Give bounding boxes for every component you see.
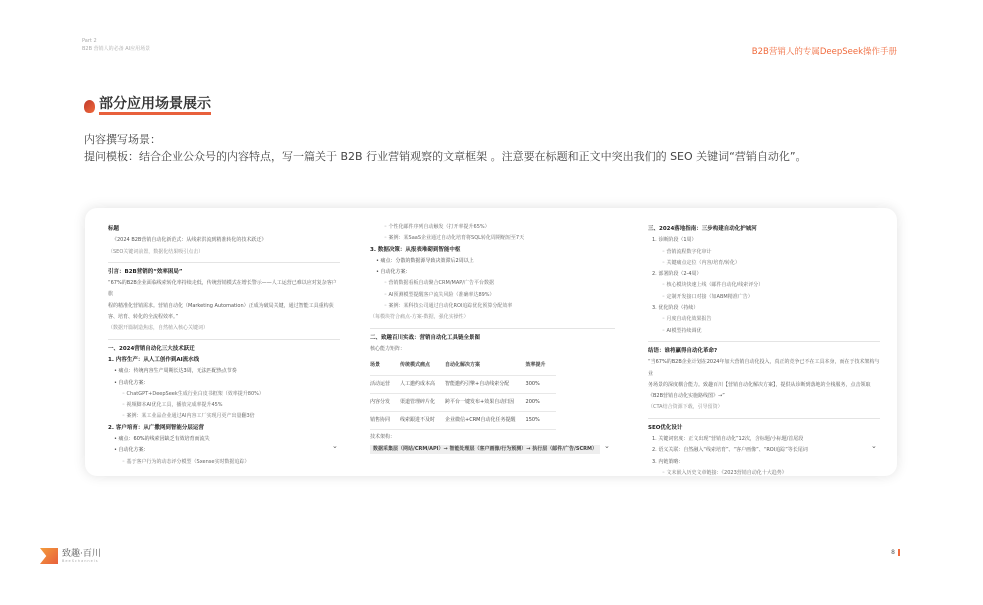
sub-bullet-item: ◦ 核心模块快速上线（邮件自动化/线索评分） — [648, 280, 880, 291]
ordered-item: 3. 内链策略： — [652, 458, 684, 465]
table-cell: 企业微信+CRM自动化任务提醒 — [445, 412, 525, 430]
paragraph-line: 核心能力矩阵： — [370, 345, 406, 352]
logo-subtext: BeeSchannels — [62, 558, 99, 563]
table-header: 传统模式痛点 — [400, 357, 445, 375]
architecture-code: 数据采集层（网站/CRM/API）→ 智能处理层（客户画像/行为预测）→ 执行层（邮件/广告/SCRM） — [370, 445, 600, 454]
divider — [108, 262, 340, 263]
sub-bullet-item: ◦ ChatGPT+DeepSeek生成行业白皮书框架（效率提升80%） — [108, 389, 340, 400]
chevron-down-icon[interactable]: ⌄ — [604, 442, 610, 450]
heading: 标题 — [108, 226, 120, 232]
table-cell: 内容分发 — [370, 393, 400, 411]
table-cell: 200% — [526, 393, 556, 411]
manual-title: B2B营销人的专属DeepSeek操作手册 — [751, 47, 897, 57]
paragraph-line: 客、培育、转化的全流程效率。” — [108, 314, 179, 321]
sub-bullet-item: ◦ 视频脚本AI优化工具，播放完成率提升45% — [108, 400, 340, 411]
sub-bullet-item: ◦ 案例：某SaaS企业通过自动化培育将SQL转化周期缩短至7天 — [370, 233, 615, 244]
table-row — [370, 375, 556, 393]
table-row — [370, 393, 556, 411]
paragraph-line: 程的精准化营销需求。营销自动化（Marketing Automation）正成为破局关键，通过智能工具重构获 — [108, 302, 334, 309]
ordered-item: 3. 优化阶段（持续） — [652, 305, 699, 312]
paragraph-line: “67%的B2B企业面临线索转化率持续走低，传统营销模式在增长警示——人工运营已难以应对复杂客户旅 — [108, 280, 337, 298]
part-subtitle: B2B 营销人的必备 AI应用场景 — [82, 46, 151, 52]
sub-bullet-item: ◦ 个性化邮件序列自动触发（打开率提升65%） — [370, 222, 615, 233]
logo-mark-icon — [40, 548, 58, 564]
sub-bullet-item: ◦ 文末嵌入历史文章链接：《2023营销自动化十大趋势》 — [648, 468, 880, 479]
bullet-item: • 自动化方案： — [108, 445, 340, 456]
section-title-text: 部分应用场景展示 — [99, 97, 211, 115]
table-row — [370, 412, 556, 430]
sub-bullet-item: ◦ 月度自动化效果报告 — [648, 314, 880, 325]
sub-bullet-item: ◦ 营销流程数字化审计 — [648, 247, 880, 258]
chevron-down-icon[interactable]: ⌄ — [332, 442, 338, 450]
bullet-item: • 痛点：分散的数据源导致决策滞后2周以上 — [370, 256, 615, 267]
part-number: Part 2 — [82, 38, 97, 44]
sub-bullet-item: ◦ 关键痛点定位（内容/培育/转化） — [648, 258, 880, 269]
column-right — [648, 224, 880, 479]
sub-bullet-item: ◦ 案例：某科技公司通过自动化ROI追踪优化预算分配效率 — [370, 301, 615, 312]
heading: 一、2024营销自动化三大技术跃迁 — [108, 345, 195, 352]
table-cell: 跨平台一键发布+效果自动归因 — [445, 393, 525, 411]
sub-bullet-item: ◦ AI预测模型提醒客户流失风险（准确率达89%） — [370, 290, 615, 301]
divider — [648, 418, 880, 419]
paragraph-line: 《B2B营销自动化实施路线图》→” — [648, 393, 725, 400]
paragraph-line: 技术架构： — [370, 434, 396, 441]
ordered-item: 1. 诊断阶段（1周） — [652, 237, 697, 244]
bullet-item: • 自动化方案： — [370, 267, 615, 278]
page-number: 8 — [891, 549, 900, 556]
note: （CTA结合资源下载，引导留资） — [648, 404, 723, 411]
ordered-item: 《2024 B2B营销自动化新范式：从线索洪流到精准转化的技术跃迁》 — [112, 237, 267, 244]
note: （SEO关键词前置，数据化结果吸引点击） — [108, 248, 204, 255]
ordered-item: 2. 部署阶段（2-4周） — [652, 271, 702, 278]
column-middle — [370, 222, 615, 455]
sub-bullet-item: ◦ 基于客户行为的动态评分模型（Sxense实时数据追踪） — [108, 457, 340, 468]
capability-table — [370, 357, 556, 430]
heading: 1. 内容生产：从人工创作到AI流水线 — [108, 356, 200, 363]
prompt-template: 提问模板：结合企业公众号的内容特点，写一篇关于 B2B 行业营销观察的文章框架 。注意要在标题和正文中突出我们的 SEO 关键词“营销自动化”。 — [84, 150, 807, 163]
sub-bullet-item: ◦ AI模型持续调优 — [648, 326, 880, 337]
divider — [648, 341, 880, 342]
note: （数据开篇制造焦虑，自然植入核心关键词） — [108, 325, 209, 332]
table-cell: 渠道管理碎片化 — [400, 393, 445, 411]
table-header: 自动化解决方案 — [445, 357, 525, 375]
table-cell: 人工邀约成本高 — [400, 375, 445, 393]
heading: 二、致趣百川实战：营销自动化工具链全景图 — [370, 334, 481, 341]
table-header: 场景 — [370, 357, 400, 375]
ordered-item: 2. 语义关联：自然融入“线索培育”、“客户画像”、“ROI追踪”等长尾词 — [652, 447, 808, 454]
divider — [108, 339, 340, 340]
table-cell: 销售协同 — [370, 412, 400, 430]
part-label — [82, 37, 150, 53]
table-cell: 活动运营 — [370, 375, 400, 393]
paragraph-line: 务场景的深度耦合能力。致趣百川【营销自动化解决方案】，提供从诊断到落地的全栈服务，点击领取 — [648, 381, 871, 388]
sub-bullet-item: ◦ 营销数据看板自动聚合CRM/MAP/广告平台数据 — [370, 278, 615, 289]
heading: 2. 客户培育：从广撒网到智能分层运营 — [108, 424, 204, 431]
table-cell: 智能邀约引擎+自动线索分配 — [445, 375, 525, 393]
divider — [370, 328, 615, 329]
chevron-down-icon[interactable]: ⌄ — [871, 442, 877, 450]
table-cell: 300% — [526, 375, 556, 393]
logo-text: 致趣·百川 — [62, 548, 101, 559]
heading: 结语：谁将赢得自动化革命? — [648, 347, 718, 354]
bullet-item: • 痛点：60%的线索因缺乏有效培育而流失 — [108, 434, 340, 445]
table-cell: 150% — [526, 412, 556, 430]
sub-bullet-item: ◦ 定制开发接口对接（如ABM精准广告） — [648, 292, 880, 303]
company-logo — [40, 548, 101, 564]
table-header: 效率提升 — [526, 357, 556, 375]
heading: 3. 数据决策：从报表堆砌到智能中枢 — [370, 246, 461, 253]
sub-bullet-item: ◦ 案例：某工业品企业通过AI内容工厂实现月更产出量翻3倍 — [108, 411, 340, 422]
column-left — [108, 224, 340, 468]
table-cell: 线索跟进不及时 — [400, 412, 445, 430]
heading: 三、2024落地指南：三步构建自动化护城河 — [648, 226, 757, 232]
fire-icon — [84, 100, 95, 113]
paragraph-line: “当67%的B2B企业计划在2024年加大营销自动化投入，真正的竞争已不在工具本身，而在于技术架构与业 — [648, 359, 880, 377]
section-title — [84, 97, 211, 115]
intro — [84, 131, 807, 165]
output-card — [85, 208, 897, 476]
architecture-line — [370, 444, 615, 455]
scene-label: 内容撰写场景： — [84, 133, 161, 146]
heading: SEO优化设计 — [648, 424, 683, 431]
bullet-item: • 自动化方案： — [108, 378, 340, 389]
heading: 引言：B2B营销的“效率困局” — [108, 268, 183, 275]
note: （每模块符合痛点-方案-数据，强化实操性） — [370, 314, 469, 321]
bullet-item: • 痛点：传统内容生产周期长达3周，无法匹配热点节奏 — [108, 366, 340, 377]
ordered-item: 1. 关键词密度：正文出现“营销自动化”12次，含标题/小标题/首尾段 — [652, 436, 804, 443]
